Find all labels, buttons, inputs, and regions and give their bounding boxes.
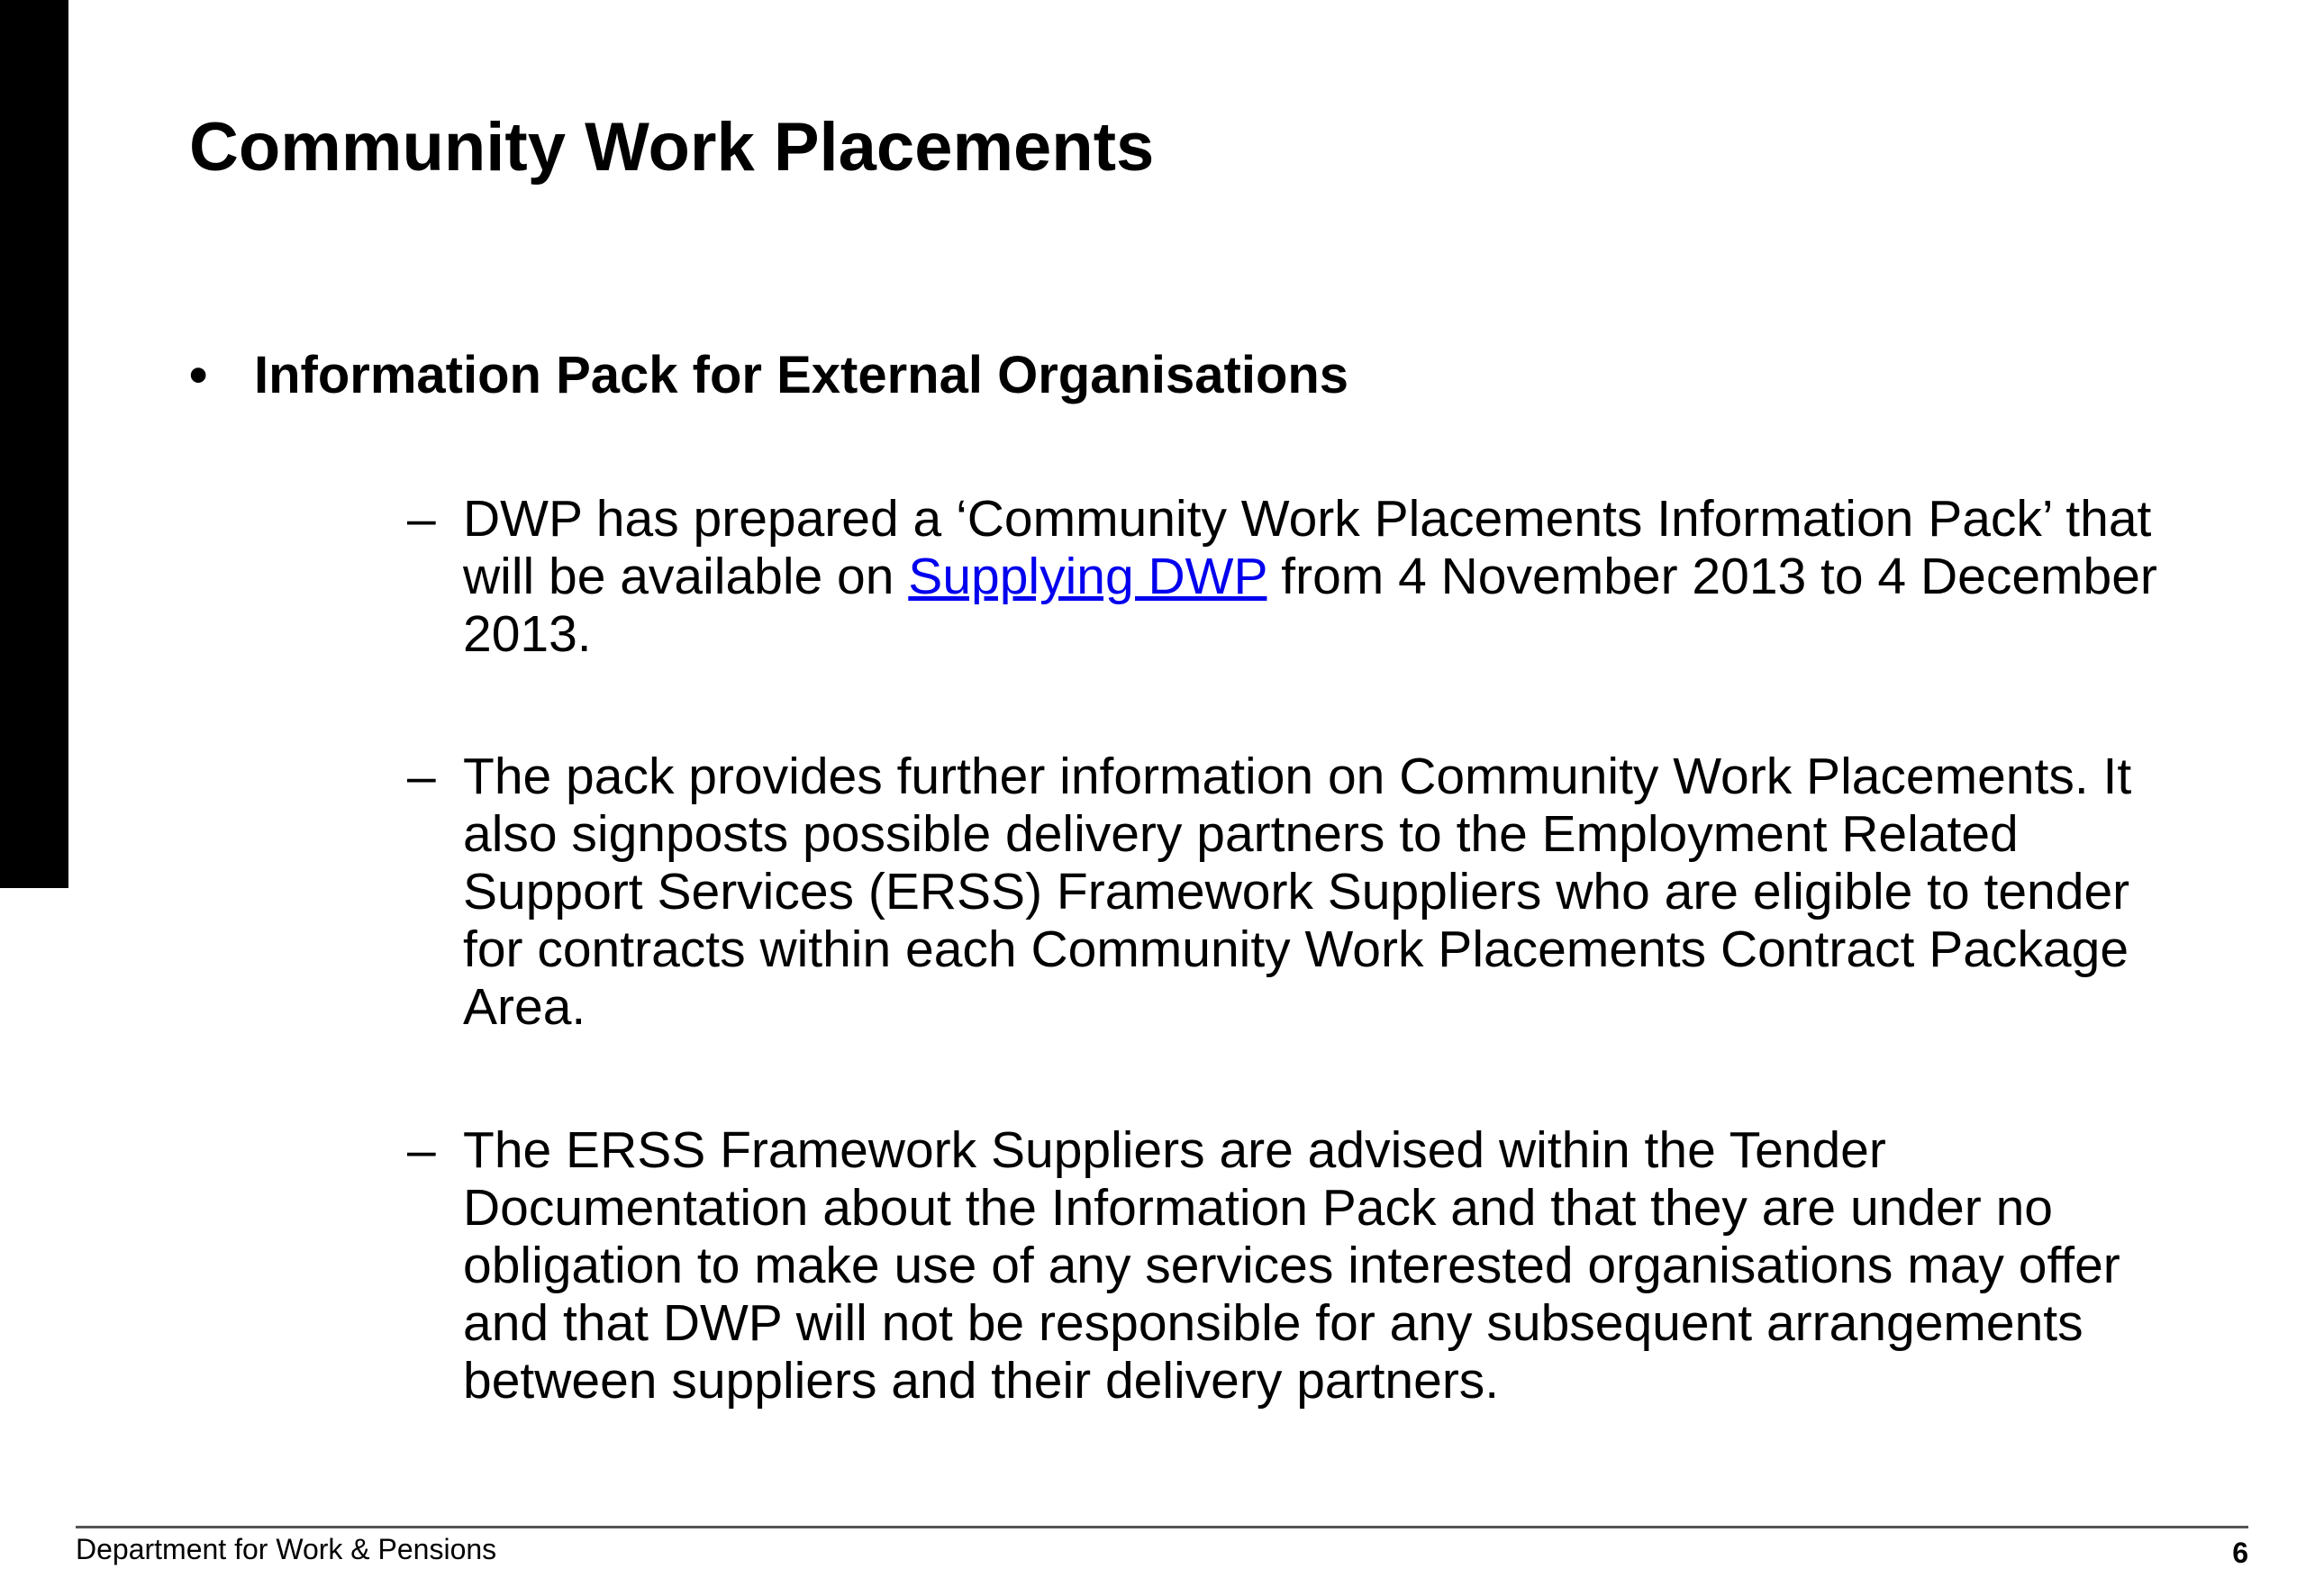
dash-marker: – — [407, 1121, 436, 1179]
dash-marker: – — [407, 490, 436, 548]
footer-divider — [76, 1526, 2248, 1528]
bullet-marker: • — [189, 346, 208, 404]
sub-item-information-pack — [407, 490, 2173, 663]
sub-item-text: The ERSS Framework Suppliers are advised within the Tender Documentation about the Information Pack and that they are under no obligation to make use of any services interested organisations may offer and that DWP will not be responsible for any subsequent arrangements between suppliers and their delivery partners. — [463, 1121, 2120, 1410]
sub-item-text — [463, 490, 2173, 663]
sub-item-text-before-link: DWP has prepared a ‘Community Work Placements Information Pack’ that will be available on — [463, 490, 2152, 605]
sub-item-erss-suppliers — [407, 1121, 2173, 1410]
footer-organisation: Department for Work & Pensions — [76, 1533, 497, 1565]
sub-item-text-after-link: from 4 November 2013 to 4 December 2013. — [463, 548, 2157, 663]
slide-title: Community Work Placements — [189, 109, 1155, 186]
bullet-heading-text: Information Pack for External Organisations — [254, 346, 1349, 404]
supplying-dwp-link[interactable]: Supplying DWP — [908, 548, 1267, 605]
left-accent-bar — [0, 0, 68, 888]
page-number: 6 — [2232, 1537, 2248, 1569]
dash-marker: – — [407, 748, 436, 805]
bullet-heading — [189, 344, 1348, 407]
sub-item-text: The pack provides further information on Community Work Placements. It also signposts possible delivery partners to the Employment Related Support Services (ERSS) Framework Suppliers who are eligible to tender for contracts within each Community Work Placements Contract Package Area. — [463, 748, 2132, 1036]
sub-item-pack-contents — [407, 748, 2173, 1036]
